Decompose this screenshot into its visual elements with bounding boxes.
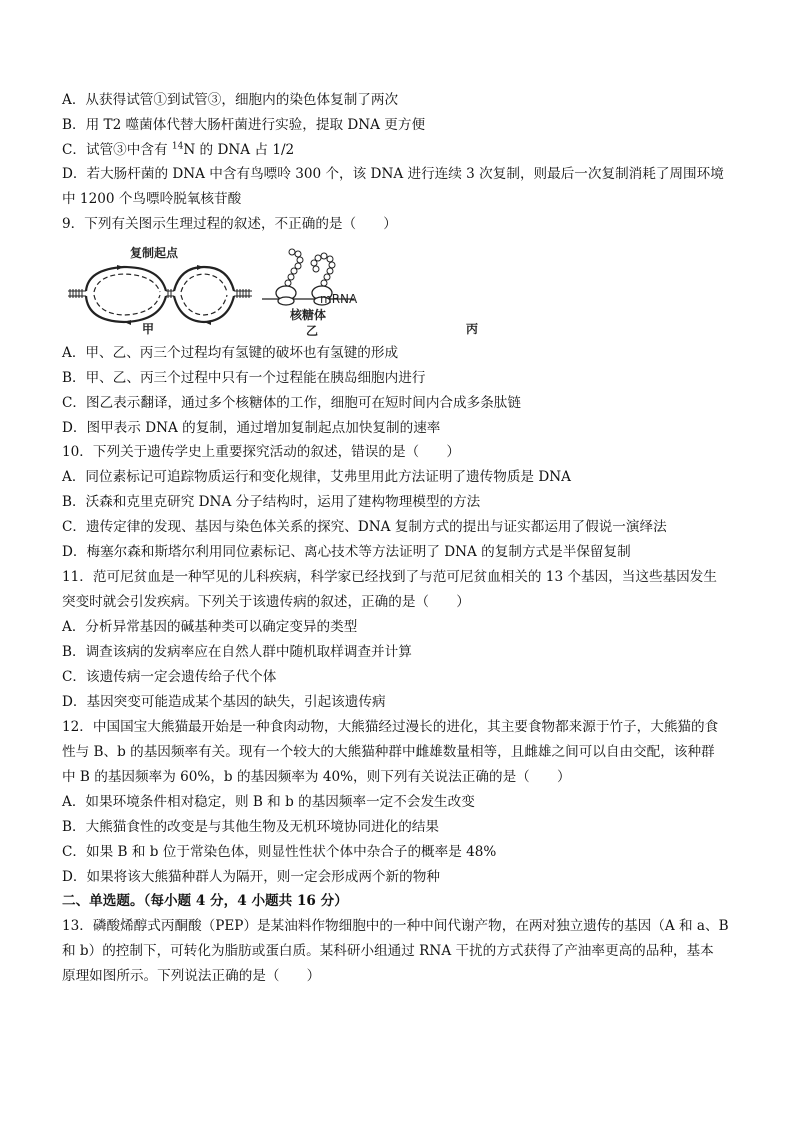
q10-option-c: C．遗传定律的发现、基因与染色体关系的探究、DNA 复制方式的提出与证实都运用了假说一演绎法 (62, 519, 667, 535)
figure-label-origin: 复制起点 (130, 246, 179, 260)
q11-option-c: C．该遗传病一定会遗传给子代个体 (62, 669, 277, 685)
q12-option-c: C．如果 B 和 b 位于常染色体，则显性性状个体中杂合子的概率是 48% (62, 844, 497, 860)
figure-label-bing: 丙 (466, 322, 479, 336)
q11-option-a: A．分析异常基因的碱基种类可以确定变异的类型 (62, 619, 358, 635)
q8-option-c-superscript: 14 (171, 141, 184, 152)
q8-option-c-tail: N 的 DNA 占 1/2 (183, 142, 295, 158)
q11-option-b: B．调查该病的发病率应在自然人群中随机取样调查并计算 (62, 644, 412, 660)
q12-stem-line1: 12．中国国宝大熊猫最开始是一种食肉动物，大熊猫经过漫长的进化，其主要食物都来源于竹子，大熊猫的食 (62, 719, 719, 735)
q13-stem-line3: 原理如图所示。下列说法正确的是（ ） (62, 968, 321, 984)
q13-stem-line2: 和 b）的控制下，可转化为脂肪或蛋白质。某科研小组通过 RNA 干扰的方式获得了产油率更高的品种，基本 (62, 943, 714, 959)
section-heading: 二、单选题。（每小题 4 分，4 小题共 16 分） (62, 893, 348, 909)
q9-option-c: C．图乙表示翻译，通过多个核糖体的工作，细胞可在短时间内合成多条肽链 (62, 395, 521, 411)
q9-figure (62, 243, 542, 339)
figure-label-yi: 乙 (306, 324, 319, 338)
q9-option-d: D．图甲表示 DNA 的复制，通过增加复制起点加快复制的速率 (62, 420, 441, 436)
q10-option-d: D．梅塞尔森和斯塔尔利用同位素标记、离心技术等方法证明了 DNA 的复制方式是半保留复制 (62, 544, 631, 560)
q12-option-b: B．大熊猫食性的改变是与其他生物及无机环境协同进化的结果 (62, 819, 440, 835)
q10-option-a: A．同位素标记可追踪物质运行和变化规律，艾弗里用此方法证明了遗传物质是 DNA (62, 469, 571, 485)
q8-option-d: D．若大肠杆菌的 DNA 中含有鸟嘌呤 300 个，该 DNA 进行连续 3 次复制，则最后一次复制消耗了周围环境 (62, 166, 724, 182)
q13-stem-line1: 13．磷酸烯醇式丙酮酸（PEP）是某油料作物细胞中的一种中间代谢产物，在两对独立遗传的基因（A 和 a、B (62, 918, 729, 934)
q8-option-a: A．从获得试管①到试管③，细胞内的染色体复制了两次 (62, 92, 399, 108)
q11-stem-line1: 11．范可尼贫血是一种罕见的儿科疾病，科学家已经找到了与范可尼贫血相关的 13 个基因，当这些基因发生 (62, 569, 717, 585)
q8-option-c-head: C．试管③中含有 (62, 142, 172, 158)
figure-jia-replication (68, 245, 252, 336)
q8-option-d-continued: 中 1200 个鸟嘌呤脱氧核苷酸 (62, 191, 242, 207)
q9-option-b: B．甲、乙、丙三个过程中只有一个过程能在胰岛细胞内进行 (62, 370, 426, 386)
figure-label-mrna: mRNA (320, 292, 358, 306)
q10-stem: 10．下列关于遗传学史上重要探究活动的叙述，错误的是（ ） (62, 444, 460, 460)
figure-label-jia: 甲 (142, 322, 155, 336)
q12-option-a: A．如果环境条件相对稳定，则 B 和 b 的基因频率一定不会发生改变 (62, 794, 475, 810)
q9-option-a: A．甲、乙、丙三个过程均有氢键的破坏也有氢键的形成 (62, 345, 399, 361)
q12-stem-line2: 性与 B、b 的基因频率有关。现有一个较大的大熊猫种群中雌雄数量相等，且雌雄之间可以自由交配，该种群 (62, 744, 715, 760)
q8-option-c (62, 141, 752, 159)
figure-label-ribosome: 核糖体 (290, 308, 327, 322)
q8-option-b: B．用 T2 噬菌体代替大肠杆菌进行实验，提取 DNA 更方便 (62, 117, 426, 133)
q12-stem-line3: 中 B 的基因频率为 60%，b 的基因频率为 40%，则下列有关说法正确的是（ ） (62, 769, 571, 785)
q11-option-d: D．基因突变可能造成某个基因的缺失，引起该遗传病 (62, 694, 386, 710)
q9-stem: 9．下列有关图示生理过程的叙述，不正确的是（ ） (62, 216, 397, 232)
q11-stem-line2: 突变时就会引发疾病。下列关于该遗传病的叙述，正确的是（ ） (62, 594, 470, 610)
q12-option-d: D．如果将该大熊猫种群人为隔开，则一定会形成两个新的物种 (62, 869, 440, 885)
figure-yi-translation (262, 249, 358, 338)
q10-option-b: B．沃森和克里克研究 DNA 分子结构时，运用了建构物理模型的方法 (62, 494, 481, 510)
